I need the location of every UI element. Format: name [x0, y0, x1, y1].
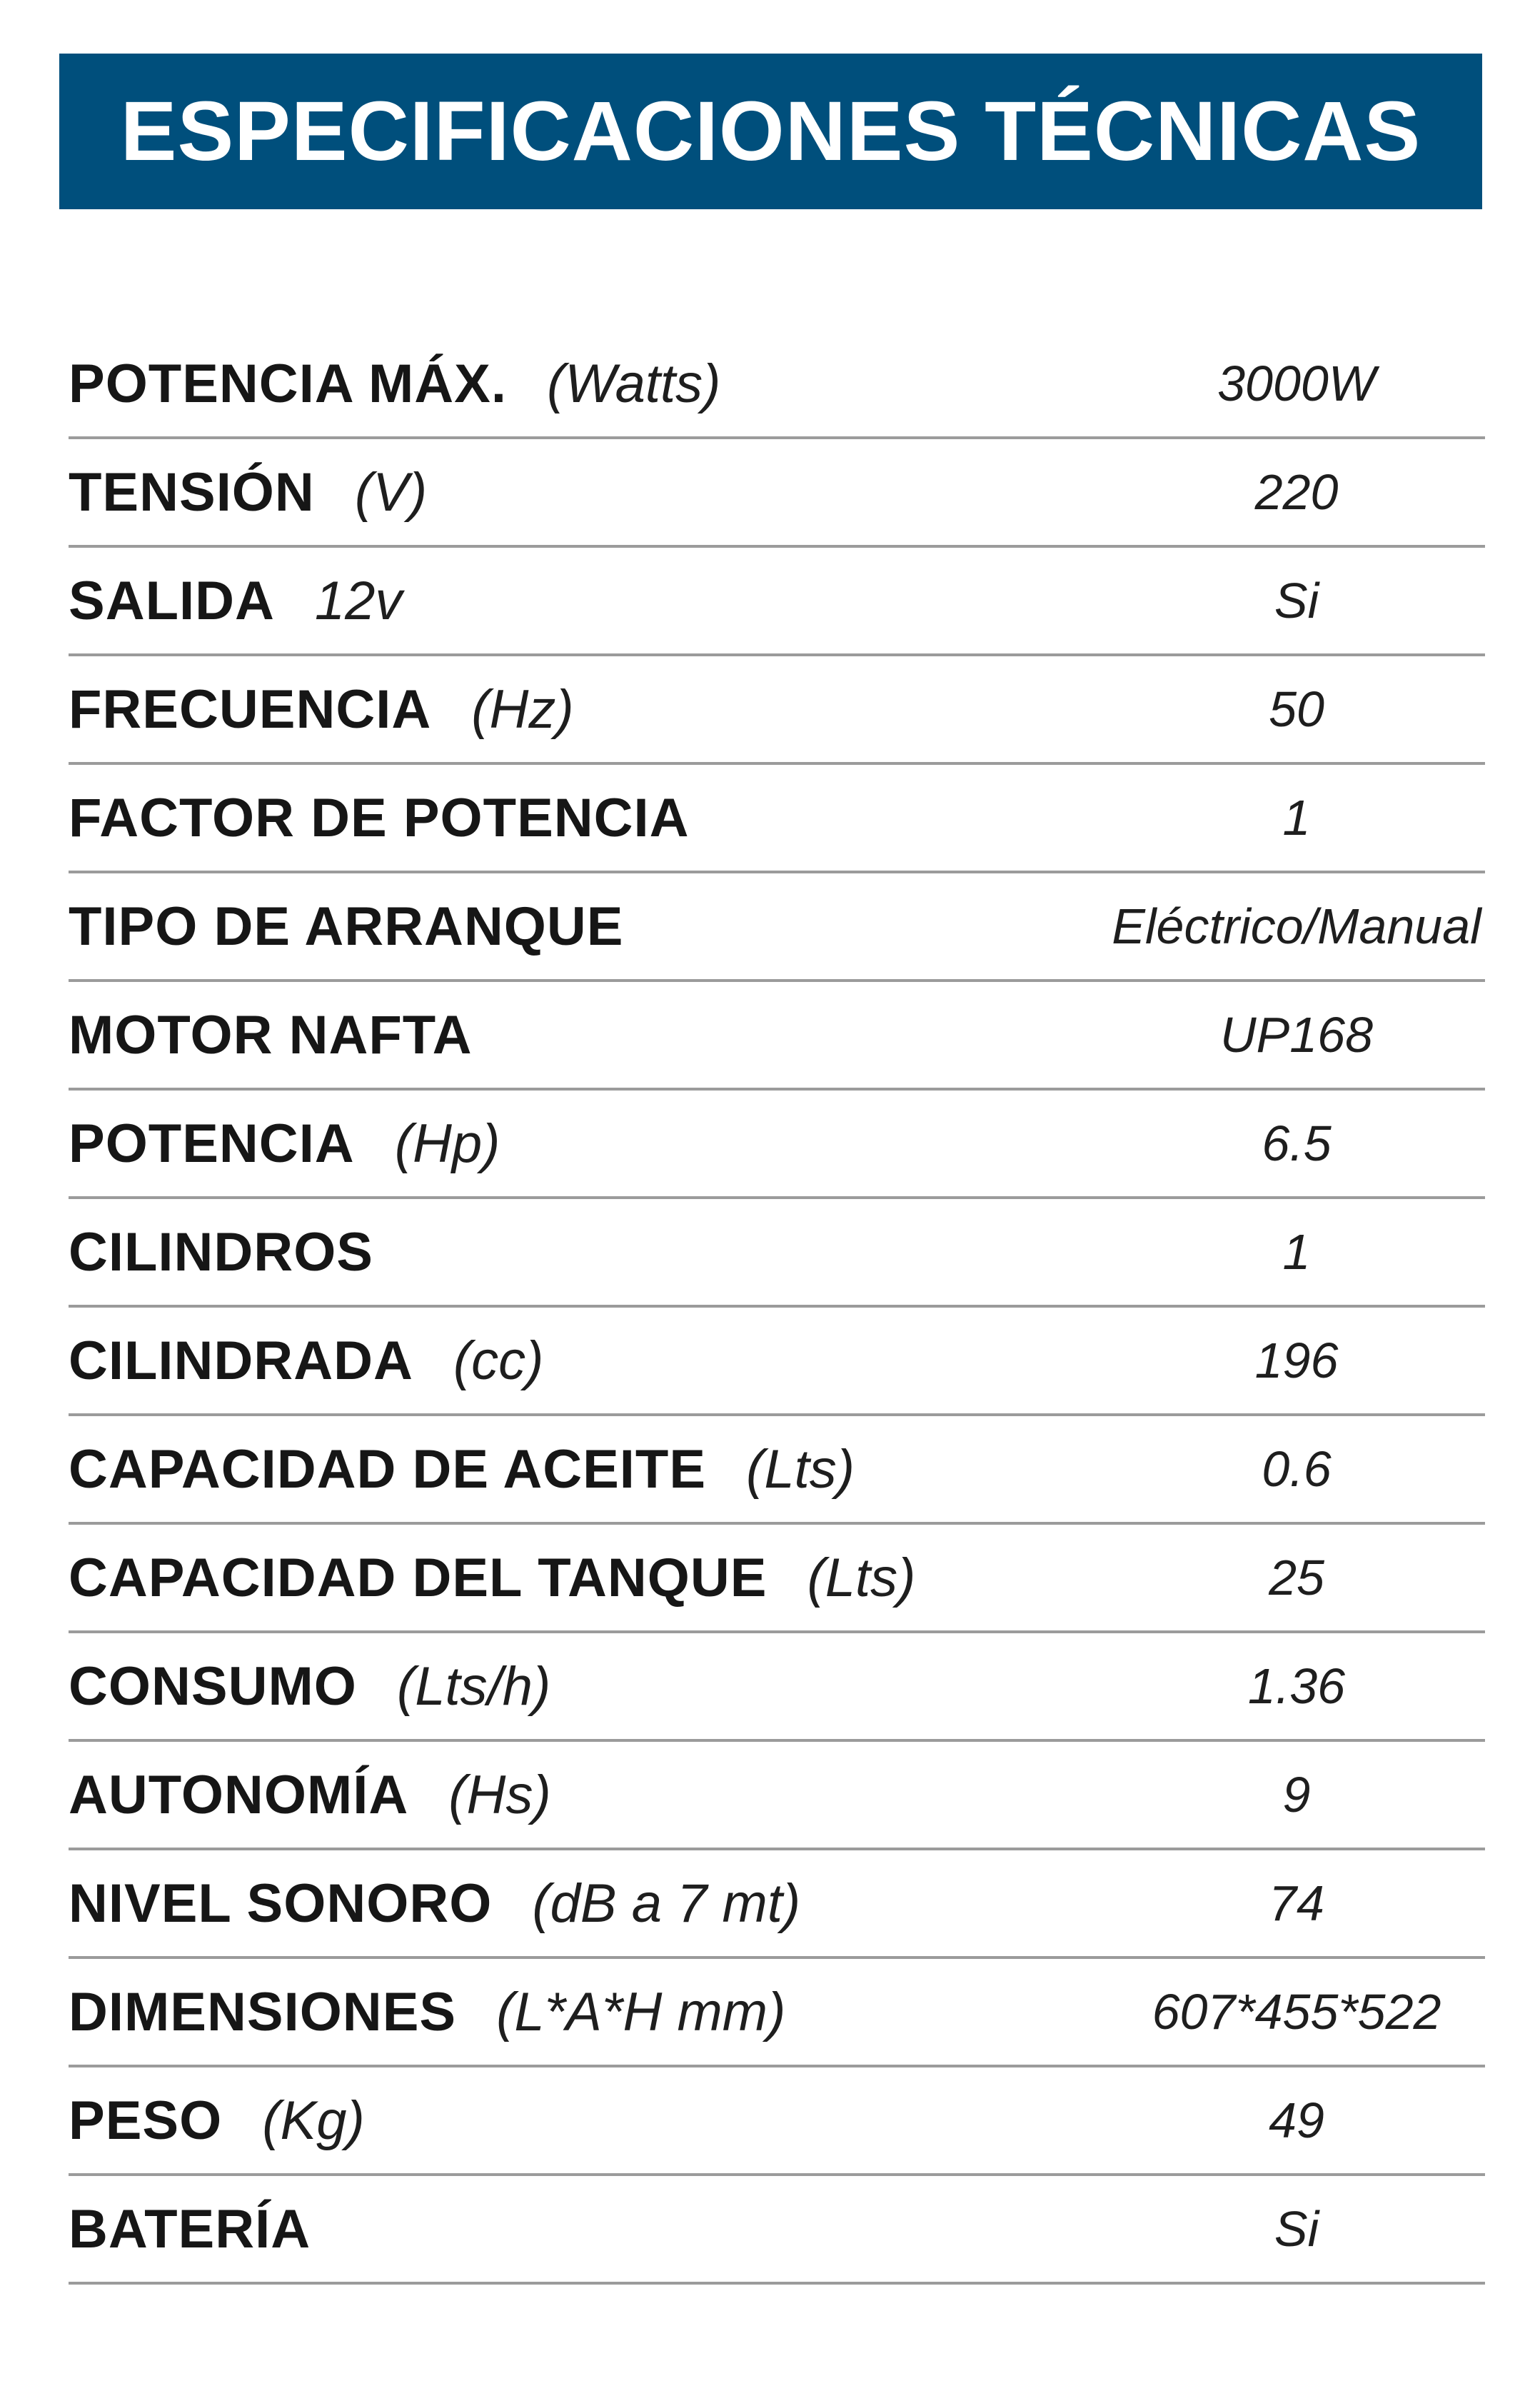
- spec-value: 196: [1254, 1333, 1339, 1388]
- spec-unit: (Lts): [746, 1438, 855, 1500]
- spec-label: CAPACIDAD DE ACEITE: [69, 1438, 707, 1500]
- spec-value: 607*455*522: [1152, 1984, 1441, 2040]
- spec-value: 1: [1282, 1224, 1311, 1280]
- spec-value: 50: [1269, 681, 1324, 737]
- spec-label: FACTOR DE POTENCIA: [69, 787, 690, 848]
- spec-value: 74: [1269, 1875, 1324, 1931]
- spec-unit: (V): [354, 461, 428, 523]
- spec-value: 3000W: [1217, 356, 1376, 411]
- spec-label: TIPO DE ARRANQUE: [69, 896, 624, 957]
- spec-label: NIVEL SONORO: [69, 1873, 493, 1934]
- title-banner: [59, 54, 1482, 209]
- spec-value: 220: [1254, 464, 1339, 520]
- spec-value: UP168: [1219, 1007, 1374, 1063]
- spec-label: CAPACIDAD DEL TANQUE: [69, 1547, 768, 1608]
- spec-label: BATERÍA: [69, 2198, 311, 2260]
- spec-label: MOTOR NAFTA: [69, 1004, 473, 1066]
- spec-row: [69, 1525, 1485, 1633]
- spec-value: 49: [1269, 2092, 1324, 2148]
- spec-label: POTENCIA: [69, 1113, 355, 1174]
- spec-label: PESO: [69, 2090, 223, 2151]
- spec-row: [69, 1308, 1485, 1416]
- spec-row: [69, 1416, 1485, 1525]
- spec-unit: (Watts): [547, 353, 721, 414]
- spec-row: [69, 1742, 1485, 1850]
- spec-value: 6.5: [1262, 1116, 1332, 1171]
- spec-value: 9: [1282, 1767, 1311, 1823]
- spec-value: 25: [1269, 1550, 1324, 1605]
- spec-unit: (Kg): [262, 2090, 365, 2151]
- spec-label: FRECUENCIA: [69, 678, 432, 740]
- spec-label: POTENCIA MÁX.: [69, 353, 507, 414]
- spec-value: Eléctrico/Manual: [1112, 898, 1481, 954]
- spec-unit: (Hs): [448, 1764, 551, 1825]
- spec-table: [69, 331, 1485, 2285]
- spec-row: [69, 1633, 1485, 1742]
- spec-unit: (Hz): [471, 678, 574, 740]
- spec-row: [69, 1959, 1485, 2067]
- spec-row: [69, 656, 1485, 765]
- spec-unit: (Lts/h): [396, 1655, 551, 1717]
- spec-value: 0.6: [1262, 1441, 1332, 1497]
- spec-label: SALIDA: [69, 570, 275, 631]
- spec-row: [69, 1850, 1485, 1959]
- spec-value: 1: [1282, 790, 1311, 846]
- spec-label: CILINDROS: [69, 1221, 373, 1283]
- spec-row: [69, 873, 1485, 982]
- spec-value: Si: [1274, 573, 1319, 628]
- spec-row: [69, 982, 1485, 1091]
- spec-unit: (Lts): [807, 1547, 916, 1608]
- spec-unit: (Hp): [394, 1113, 500, 1174]
- spec-label: TENSIÓN: [69, 461, 315, 523]
- spec-label: CONSUMO: [69, 1655, 357, 1717]
- spec-row: [69, 548, 1485, 656]
- spec-row: [69, 1091, 1485, 1199]
- spec-label: DIMENSIONES: [69, 1981, 457, 2042]
- spec-value: Si: [1274, 2201, 1319, 2257]
- spec-row: [69, 331, 1485, 439]
- spec-row: [69, 2067, 1485, 2176]
- spec-row: [69, 765, 1485, 873]
- spec-row: [69, 2176, 1485, 2285]
- spec-unit: (cc): [453, 1330, 544, 1391]
- spec-value: 1.36: [1247, 1658, 1346, 1714]
- page-title: ESPECIFICACIONES TÉCNICAS: [120, 84, 1421, 179]
- spec-unit: (dB a 7 mt): [532, 1873, 801, 1934]
- spec-unit: (L*A*H mm): [496, 1981, 786, 2042]
- spec-label: CILINDRADA: [69, 1330, 413, 1391]
- spec-row: [69, 439, 1485, 548]
- spec-label: AUTONOMÍA: [69, 1764, 409, 1825]
- spec-row: [69, 1199, 1485, 1308]
- spec-unit: 12v: [314, 570, 403, 631]
